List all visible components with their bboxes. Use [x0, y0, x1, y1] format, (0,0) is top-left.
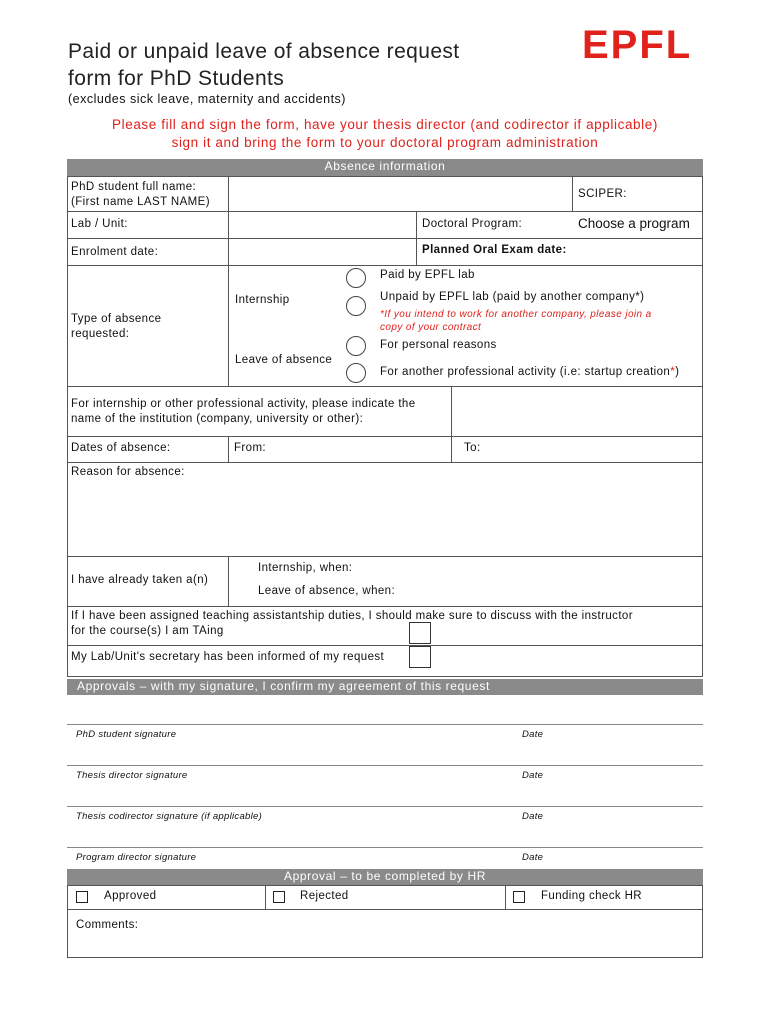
already-taken-label: I have already taken a(n): [71, 574, 209, 586]
institution-label-line2: name of the institution (company, university or other):: [71, 413, 364, 425]
absence-info-heading: Absence information: [67, 159, 703, 176]
absence-type-label-line2: requested:: [71, 328, 130, 340]
unpaid-note-line1: *If you intend to work for another company, please join a: [380, 309, 652, 320]
program-director-date-label: Date: [522, 852, 544, 863]
from-label: From:: [234, 442, 267, 454]
comments-field[interactable]: [69, 934, 700, 956]
dates-label: Dates of absence:: [71, 442, 171, 454]
unpaid-note-line2: copy of your contract: [380, 322, 482, 333]
approved-label: Approved: [104, 890, 157, 902]
leave-label: Leave of absence: [235, 354, 333, 366]
institution-label-line1: For internship or other professional activity, please indicate the: [71, 398, 416, 410]
student-name-label: [71, 180, 210, 210]
from-date-field[interactable]: [270, 438, 448, 460]
lab-unit-label: Lab / Unit:: [71, 218, 128, 230]
reason-field[interactable]: [69, 482, 700, 554]
approvals-heading: Approvals – with my signature, I confirm my agreement of this request: [67, 679, 703, 695]
personal-radio[interactable]: [346, 336, 366, 356]
form-title-line1: Paid or unpaid leave of absence request: [68, 40, 460, 63]
instructions: [60, 116, 710, 152]
other-activity-star: *: [670, 366, 676, 378]
unpaid-radio[interactable]: [346, 296, 366, 316]
director-date-label: Date: [522, 770, 544, 781]
oral-exam-date-field[interactable]: [566, 240, 700, 263]
paid-option-label: Paid by EPFL lab: [380, 269, 475, 281]
lab-unit-field[interactable]: [230, 213, 414, 236]
enrolment-date-field[interactable]: [230, 240, 414, 263]
institution-field[interactable]: [453, 388, 700, 434]
approved-checkbox[interactable]: [76, 891, 88, 903]
student-date-label: Date: [522, 729, 544, 740]
student-name-label-line2: (First name LAST NAME): [71, 196, 210, 208]
instructions-line1: Please fill and sign the form, have your thesis director (and codirector if applicable): [112, 117, 658, 132]
other-activity-text: For another professional activity (i.e: startup creation: [380, 366, 671, 378]
institution-label: [71, 397, 416, 427]
other-activity-close: ): [675, 366, 680, 378]
internship-when-label: Internship, when:: [258, 562, 353, 574]
hr-heading: Approval – to be completed by HR: [67, 869, 703, 885]
secretary-checkbox[interactable]: [409, 646, 431, 668]
doctoral-program-select[interactable]: Choose a program: [578, 216, 690, 231]
program-director-signature-label: Program director signature: [76, 852, 197, 863]
ta-duties-text: [71, 609, 633, 639]
to-date-field[interactable]: [486, 438, 700, 460]
rejected-checkbox[interactable]: [273, 891, 285, 903]
ta-duties-checkbox[interactable]: [409, 622, 431, 644]
other-activity-option-label: [380, 366, 679, 378]
enrolment-date-label: Enrolment date:: [71, 246, 159, 258]
sciper-label: SCIPER:: [578, 188, 627, 200]
unpaid-note: [380, 308, 652, 334]
to-label: To:: [464, 442, 481, 454]
rejected-label: Rejected: [300, 890, 349, 902]
codirector-date-label: Date: [522, 811, 544, 822]
absence-type-label-line1: Type of absence: [71, 313, 162, 325]
ta-duties-line1: If I have been assigned teaching assistantship duties, I should make sure to discuss with the instructor: [71, 610, 633, 622]
reason-label: Reason for absence:: [71, 466, 185, 478]
absence-type-label: [71, 312, 161, 342]
codirector-signature-label: Thesis codirector signature (if applicable): [76, 811, 263, 822]
personal-option-label: For personal reasons: [380, 339, 497, 351]
doctoral-program-label: Doctoral Program:: [422, 218, 523, 230]
form-subtitle: (excludes sick leave, maternity and accidents): [68, 92, 346, 106]
oral-exam-date-label: Planned Oral Exam date:: [422, 244, 567, 256]
ta-duties-line2: for the course(s) I am TAing: [71, 625, 224, 637]
internship-label: Internship: [235, 294, 290, 306]
form-title-line2: form for PhD Students: [68, 67, 285, 90]
epfl-logo: [582, 26, 702, 62]
other-activity-radio[interactable]: [346, 363, 366, 383]
student-name-field[interactable]: [230, 178, 570, 209]
epfl-logo-text: EPFL: [582, 26, 693, 62]
funding-check-checkbox[interactable]: [513, 891, 525, 903]
unpaid-option-label: Unpaid by EPFL lab (paid by another company*): [380, 291, 645, 303]
director-signature-label: Thesis director signature: [76, 770, 188, 781]
form-title: [68, 38, 460, 92]
comments-label: Comments:: [76, 919, 139, 931]
sciper-field[interactable]: [574, 200, 700, 210]
instructions-line2: sign it and bring the form to your doctoral program administration: [171, 135, 599, 150]
funding-check-label: Funding check HR: [541, 890, 642, 902]
paid-radio[interactable]: [346, 268, 366, 288]
secretary-text: My Lab/Unit's secretary has been informed of my request: [71, 651, 385, 663]
student-signature-label: PhD student signature: [76, 729, 177, 740]
student-name-label-line1: PhD student full name:: [71, 181, 197, 193]
leave-when-label: Leave of absence, when:: [258, 585, 396, 597]
